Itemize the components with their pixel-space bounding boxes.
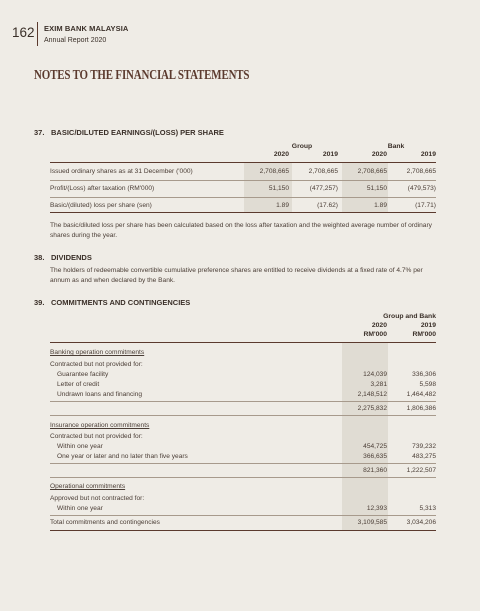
year-col-1: 2020 <box>273 151 289 158</box>
report-name: Annual Report 2020 <box>44 37 107 44</box>
operational-heading: Operational commitments <box>50 483 126 490</box>
subtotal-rule <box>50 463 436 464</box>
group-and-bank-label: Group and Bank <box>383 313 436 320</box>
year-col-4: 2019 <box>420 151 436 158</box>
insurance-total-cell: 1,222,507 <box>406 467 436 474</box>
insurance-sub: Contracted but not provided for: <box>50 433 143 440</box>
table-rule <box>50 212 436 213</box>
commitment-cell: 2,148,512 <box>357 391 387 398</box>
commitment-cell: 336,306 <box>412 371 436 378</box>
table-rule <box>50 530 436 531</box>
commitment-row-label: Guarantee facility <box>57 371 109 378</box>
commitment-cell: 3,281 <box>370 381 387 388</box>
eps-cell: 2,708,665 <box>406 168 436 175</box>
bank-label: Bank <box>387 143 405 150</box>
year-col-3: 2020 <box>371 151 387 158</box>
commitment-row-label: Within one year <box>57 443 103 450</box>
eps-row-label: Basic/(diluted) loss per share (sen) <box>50 202 152 209</box>
commitment-row-label: Letter of credit <box>57 381 100 388</box>
commitment-cell: 124,039 <box>363 371 387 378</box>
note-37-paragraph: The basic/diluted loss per share has been calculated based on the loss after taxation and the weighted average number of ordinary shares during the year. <box>50 222 432 239</box>
grand-total-label: Total commitments and contingencies <box>50 519 160 526</box>
eps-cell: 2,708,665 <box>308 168 338 175</box>
banking-total-cell: 1,806,386 <box>406 405 436 412</box>
commitment-cell: 12,393 <box>366 505 387 512</box>
unit-col-1: RM'000 <box>363 331 387 338</box>
header-divider <box>37 22 38 46</box>
note-38-title: DIVIDENDS <box>51 253 92 262</box>
unit-col-2: RM'000 <box>412 331 436 338</box>
subtotal-rule <box>50 477 436 478</box>
year-col-2: 2019 <box>420 322 436 329</box>
note-38-number: 38. <box>34 253 45 262</box>
subtotal-rule <box>50 401 436 402</box>
eps-cell: 51,150 <box>268 185 289 192</box>
bank-name: EXIM BANK MALAYSIA <box>44 24 129 33</box>
eps-cell: 51,150 <box>366 185 387 192</box>
year-col-1: 2020 <box>371 322 387 329</box>
banking-total-cell: 2,275,832 <box>357 405 387 412</box>
note-37-title: BASIC/DILUTED EARNINGS/(LOSS) PER SHARE <box>51 128 224 137</box>
commitment-row-label: One year or later and no later than five years <box>57 453 188 460</box>
subtotal-rule <box>50 515 436 516</box>
row-divider <box>50 197 436 198</box>
commitment-cell: 483,275 <box>412 453 436 460</box>
eps-cell: 1.89 <box>374 202 387 209</box>
year-col-2: 2019 <box>322 151 338 158</box>
group-label: Group <box>291 143 313 150</box>
eps-cell: (477,257) <box>309 185 338 192</box>
eps-cell: 2,708,665 <box>259 168 289 175</box>
section-title: NOTES TO THE FINANCIAL STATEMENTS <box>34 68 250 83</box>
eps-row-label: Profit/(Loss) after taxation (RM'000) <box>50 185 155 192</box>
insurance-total-cell: 821,360 <box>363 467 387 474</box>
eps-cell: (17.71) <box>415 202 436 209</box>
note-39-heading <box>34 298 454 308</box>
insurance-heading: Insurance operation commitments <box>50 422 150 429</box>
operational-sub: Approved but not contracted for: <box>50 495 145 502</box>
commitment-cell: 5,598 <box>419 381 436 388</box>
grand-total-cell: 3,109,585 <box>357 519 387 526</box>
banking-sub: Contracted but not provided for: <box>50 361 143 368</box>
grand-total-cell: 3,034,206 <box>406 519 436 526</box>
eps-cell: (479,573) <box>407 185 436 192</box>
commitment-cell: 1,464,482 <box>406 391 436 398</box>
commitment-cell: 366,635 <box>363 453 387 460</box>
eps-cell: 1.89 <box>276 202 289 209</box>
eps-cell: (17.62) <box>317 202 338 209</box>
table-rule <box>50 342 436 343</box>
commitment-cell: 739,232 <box>412 443 436 450</box>
note-38-heading <box>34 253 454 263</box>
note-39-number: 39. <box>34 298 45 307</box>
commitment-row-label: Undrawn loans and financing <box>57 391 143 398</box>
eps-row-label: Issued ordinary shares as at 31 December ('000) <box>50 168 193 175</box>
commitment-cell: 5,313 <box>419 505 436 512</box>
commitment-row-label: Within one year <box>57 505 103 512</box>
note-37-number: 37. <box>34 128 45 137</box>
note-39-title: COMMITMENTS AND CONTINGENCIES <box>51 298 191 307</box>
eps-cell: 2,708,665 <box>357 168 387 175</box>
subtotal-rule <box>50 415 436 416</box>
note-38-paragraph: The holders of redeemable convertible cumulative preference shares are entitled to receive dividends at a fixed rate of 4.7% per annum as and when declared by the Bank. <box>50 267 423 284</box>
commitment-cell: 454,725 <box>363 443 387 450</box>
note-37-heading <box>34 128 454 138</box>
banking-heading: Banking operation commitments <box>50 349 145 356</box>
page-number: 162 <box>12 25 35 40</box>
table-rule <box>50 162 436 163</box>
row-divider <box>50 180 436 181</box>
